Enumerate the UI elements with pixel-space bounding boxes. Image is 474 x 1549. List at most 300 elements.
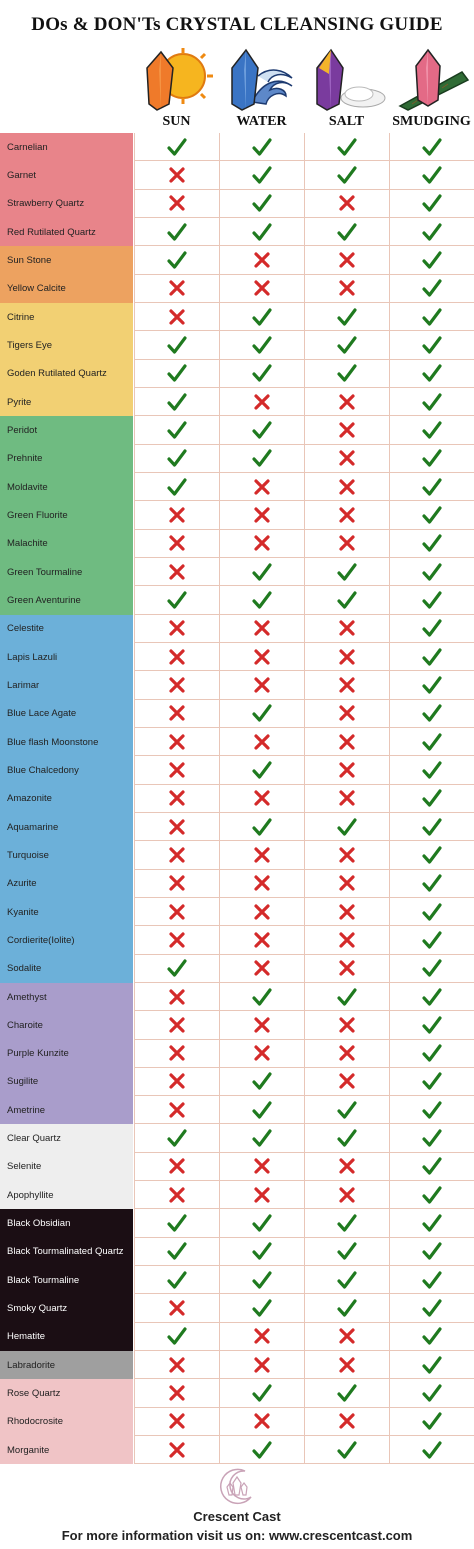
cell-salt [304,445,389,473]
check-icon [422,1241,442,1261]
check-icon [422,1383,442,1403]
table-row [0,473,474,501]
cross-icon [337,703,357,723]
table-row [0,1068,474,1096]
check-icon [422,363,442,383]
check-icon [422,448,442,468]
page-title: DOs & DON'Ts CRYSTAL CLEANSING GUIDE [31,14,443,35]
cross-icon [337,392,357,412]
cell-smudging [389,1068,474,1096]
cell-salt [304,473,389,501]
cell-sun [134,530,219,558]
cross-icon [167,1440,187,1460]
cell-smudging [389,360,474,388]
check-icon [422,902,442,922]
check-icon [167,137,187,157]
cell-smudging [389,133,474,161]
cell-smudging [389,1124,474,1152]
check-icon [252,703,272,723]
table-row [0,1181,474,1209]
cell-smudging [389,190,474,218]
cross-icon [337,618,357,638]
cell-sun [134,898,219,926]
check-icon [167,335,187,355]
table-row [0,360,474,388]
cell-smudging [389,1323,474,1351]
check-icon [252,1128,272,1148]
more-info-link[interactable]: For more information visit us on: www.crescentcast.com [61,1528,413,1543]
cell-sun [134,1040,219,1068]
cell-smudging [389,926,474,954]
cell-salt [304,1181,389,1209]
check-icon [337,987,357,1007]
cross-icon [337,1071,357,1091]
cell-smudging [389,303,474,331]
crystal-name: Prehnite [0,445,133,473]
cell-smudging [389,983,474,1011]
cell-sun [134,926,219,954]
cross-icon [167,1185,187,1205]
table-row [0,388,474,416]
crystal-name: Green Tourmaline [0,558,133,586]
check-icon [167,448,187,468]
cell-smudging [389,813,474,841]
cell-salt [304,1068,389,1096]
cross-icon [337,732,357,752]
cross-icon [337,1043,357,1063]
cross-icon [252,505,272,525]
cell-smudging [389,870,474,898]
cell-water [219,445,304,473]
column-header-water: WATER [236,114,287,129]
cell-sun [134,133,219,161]
cross-icon [167,618,187,638]
check-icon [167,363,187,383]
cell-water [219,1124,304,1152]
cell-salt [304,1096,389,1124]
cross-icon [167,165,187,185]
cell-salt [304,1124,389,1152]
cell-smudging [389,1266,474,1294]
crystal-name: Rhodocrosite [0,1408,133,1436]
check-icon [337,817,357,837]
crystal-name: Kyanite [0,898,133,926]
check-icon [337,1270,357,1290]
cell-water [219,388,304,416]
crystal-name: Smoky Quartz [0,1294,133,1322]
cell-water [219,586,304,614]
cell-water [219,133,304,161]
cell-water [219,501,304,529]
crystal-name: Tigers Eye [0,331,133,359]
crystal-name: Blue Chalcedony [0,756,133,784]
check-icon [337,165,357,185]
cross-icon [167,987,187,1007]
cell-salt [304,586,389,614]
cross-icon [337,930,357,950]
cross-icon [337,448,357,468]
cell-sun [134,303,219,331]
cell-salt [304,1294,389,1322]
cell-smudging [389,1436,474,1464]
check-icon [422,1128,442,1148]
check-icon [167,1241,187,1261]
cell-water [219,218,304,246]
crescent-crystal-logo-icon [217,1467,259,1507]
cell-water [219,700,304,728]
table-row [0,1096,474,1124]
check-icon [422,1015,442,1035]
table-row [0,785,474,813]
cross-icon [167,278,187,298]
cross-icon [167,562,187,582]
check-icon [337,307,357,327]
cell-sun [134,785,219,813]
cross-icon [167,817,187,837]
column-header-salt: SALT [328,114,365,129]
cross-icon [252,1043,272,1063]
check-icon [422,1213,442,1233]
cell-salt [304,1436,389,1464]
cell-salt [304,785,389,813]
cell-water [219,1153,304,1181]
cell-water [219,785,304,813]
cell-salt [304,841,389,869]
cell-water [219,898,304,926]
water-crystal-icon [222,46,302,112]
cell-sun [134,1124,219,1152]
cell-sun [134,445,219,473]
brand-name: Crescent Cast [193,1509,281,1524]
cross-icon [337,760,357,780]
cell-water [219,416,304,444]
cell-smudging [389,530,474,558]
cell-sun [134,473,219,501]
check-icon [252,363,272,383]
check-icon [422,193,442,213]
check-icon [422,590,442,610]
cell-smudging [389,416,474,444]
cell-salt [304,926,389,954]
table-row [0,813,474,841]
check-icon [252,1241,272,1261]
cross-icon [337,845,357,865]
cell-sun [134,161,219,189]
cross-icon [167,193,187,213]
crystal-name: Garnet [0,161,133,189]
crystal-name: Carnelian [0,133,133,161]
cross-icon [167,647,187,667]
cross-icon [337,902,357,922]
cell-salt [304,643,389,671]
cross-icon [167,845,187,865]
check-icon [422,137,442,157]
check-icon [422,250,442,270]
cell-salt [304,360,389,388]
table-row [0,246,474,274]
crystal-name: Morganite [0,1436,133,1464]
cross-icon [167,788,187,808]
cell-salt [304,1266,389,1294]
crystal-name: Labradorite [0,1351,133,1379]
cell-sun [134,1323,219,1351]
cross-icon [337,1326,357,1346]
cell-smudging [389,700,474,728]
cross-icon [167,533,187,553]
cross-icon [252,647,272,667]
cell-sun [134,1068,219,1096]
crystal-name: Hematite [0,1323,133,1351]
table-row [0,275,474,303]
cell-sun [134,331,219,359]
cross-icon [252,873,272,893]
crystal-name: Sun Stone [0,246,133,274]
crystal-name: Black Tourmalinated Quartz [0,1238,133,1266]
cell-salt [304,1408,389,1436]
table-row [0,1294,474,1322]
cell-sun [134,1351,219,1379]
cell-water [219,841,304,869]
cross-icon [337,958,357,978]
table-row [0,643,474,671]
check-icon [252,1383,272,1403]
cross-icon [252,250,272,270]
cross-icon [167,1383,187,1403]
crystal-name: Green Fluorite [0,501,133,529]
crystal-name: Sodalite [0,955,133,983]
check-icon [422,420,442,440]
check-icon [422,165,442,185]
cell-water [219,1040,304,1068]
cell-water [219,615,304,643]
crystal-name: Yellow Calcite [0,275,133,303]
check-icon [337,1440,357,1460]
cross-icon [337,1355,357,1375]
check-icon [337,590,357,610]
cell-salt [304,813,389,841]
cross-icon [167,873,187,893]
cell-sun [134,1294,219,1322]
cell-sun [134,360,219,388]
table-row [0,983,474,1011]
crystal-name: Turquoise [0,841,133,869]
cell-salt [304,615,389,643]
cell-salt [304,700,389,728]
crystal-name: Azurite [0,870,133,898]
cross-icon [167,930,187,950]
table-row [0,530,474,558]
check-icon [167,1270,187,1290]
crystal-name: Red Rutilated Quartz [0,218,133,246]
cell-salt [304,558,389,586]
cell-salt [304,530,389,558]
cell-salt [304,728,389,756]
check-icon [422,533,442,553]
cleansing-table [0,133,474,1464]
check-icon [422,732,442,752]
check-icon [422,1100,442,1120]
cell-salt [304,898,389,926]
check-icon [252,165,272,185]
cross-icon [252,1326,272,1346]
cell-water [219,1294,304,1322]
check-icon [252,1298,272,1318]
cell-smudging [389,955,474,983]
cross-icon [167,675,187,695]
check-icon [337,562,357,582]
check-icon [252,307,272,327]
cell-sun [134,1181,219,1209]
check-icon [422,618,442,638]
table-row [0,671,474,699]
check-icon [252,420,272,440]
table-row [0,1408,474,1436]
cross-icon [167,1298,187,1318]
table-row [0,331,474,359]
cell-water [219,558,304,586]
check-icon [422,477,442,497]
cell-salt [304,1351,389,1379]
cell-smudging [389,1153,474,1181]
cell-water [219,1266,304,1294]
cell-water [219,813,304,841]
cell-smudging [389,785,474,813]
table-row [0,728,474,756]
cross-icon [167,1071,187,1091]
cross-icon [337,505,357,525]
cell-sun [134,1408,219,1436]
cross-icon [337,193,357,213]
check-icon [422,845,442,865]
cell-sun [134,756,219,784]
check-icon [252,137,272,157]
cross-icon [252,788,272,808]
cell-salt [304,1238,389,1266]
crystal-name: Apophyllite [0,1181,133,1209]
cell-water [219,870,304,898]
table-row [0,1011,474,1039]
table-row [0,898,474,926]
table-row [0,926,474,954]
table-row [0,218,474,246]
cross-icon [252,278,272,298]
cross-icon [337,477,357,497]
check-icon [252,193,272,213]
table-row [0,1040,474,1068]
cell-salt [304,1323,389,1351]
table-row [0,161,474,189]
cell-water [219,1436,304,1464]
check-icon [422,1071,442,1091]
cell-salt [304,416,389,444]
cell-salt [304,388,389,416]
table-row [0,1238,474,1266]
cross-icon [252,902,272,922]
cell-water [219,955,304,983]
cell-smudging [389,473,474,501]
check-icon [422,1156,442,1176]
cell-water [219,1096,304,1124]
cross-icon [252,675,272,695]
cross-icon [252,533,272,553]
check-icon [422,675,442,695]
salt-crystal-icon [307,46,387,112]
table-row [0,870,474,898]
cell-salt [304,1209,389,1237]
crystal-name: Aquamarine [0,813,133,841]
check-icon [337,1383,357,1403]
cell-salt [304,983,389,1011]
crystal-name: Peridot [0,416,133,444]
crystal-name: Moldavite [0,473,133,501]
check-icon [252,562,272,582]
cross-icon [252,1185,272,1205]
cross-icon [167,902,187,922]
cell-salt [304,190,389,218]
check-icon [252,222,272,242]
check-icon [337,1241,357,1261]
table-row [0,445,474,473]
cell-salt [304,331,389,359]
check-icon [167,1213,187,1233]
check-icon [422,1270,442,1290]
table-row [0,586,474,614]
cell-water [219,1379,304,1407]
check-icon [422,817,442,837]
cell-smudging [389,586,474,614]
cell-sun [134,671,219,699]
cell-water [219,1209,304,1237]
check-icon [252,335,272,355]
cell-sun [134,501,219,529]
cross-icon [252,1156,272,1176]
cell-water [219,926,304,954]
crystal-name: Black Tourmaline [0,1266,133,1294]
check-icon [422,505,442,525]
crystal-name: Selenite [0,1153,133,1181]
check-icon [422,307,442,327]
check-icon [422,647,442,667]
cell-salt [304,955,389,983]
cross-icon [252,845,272,865]
check-icon [422,1440,442,1460]
crystal-name: Malachite [0,530,133,558]
check-icon [167,1128,187,1148]
cell-sun [134,246,219,274]
cell-sun [134,1153,219,1181]
check-icon [252,448,272,468]
cell-sun [134,1096,219,1124]
check-icon [337,363,357,383]
check-icon [422,788,442,808]
cell-water [219,1351,304,1379]
check-icon [422,987,442,1007]
cell-salt [304,1040,389,1068]
cell-smudging [389,1379,474,1407]
crystal-name: Strawberry Quartz [0,190,133,218]
column-header-sun: SUN [162,114,191,129]
sun-crystal-icon [137,46,217,112]
check-icon [337,1100,357,1120]
check-icon [252,987,272,1007]
cell-salt [304,1153,389,1181]
cross-icon [337,533,357,553]
cross-icon [167,307,187,327]
cell-sun [134,1379,219,1407]
crystal-name: Lapis Lazuli [0,643,133,671]
cross-icon [337,278,357,298]
cell-sun [134,1266,219,1294]
